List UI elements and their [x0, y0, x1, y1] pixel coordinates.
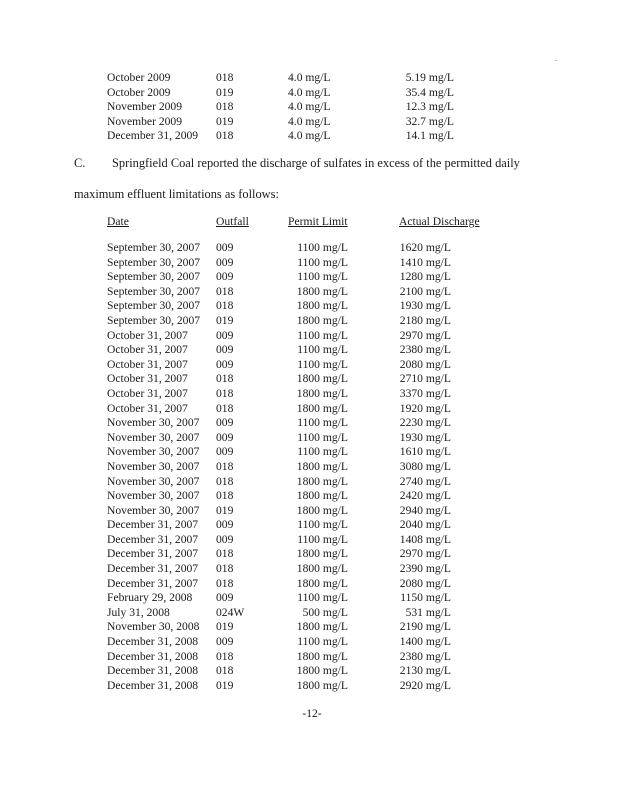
row-outfall: 018 [216, 547, 234, 561]
row-outfall: 018 [216, 576, 234, 590]
row-actual-discharge: 1280 mg/L [399, 270, 451, 284]
row-actual-discharge: 35.4 mg/L [405, 85, 454, 99]
row-date: November 30, 2007 [107, 459, 200, 473]
row-actual-discharge: 2420 mg/L [399, 489, 451, 503]
row-outfall: 009 [216, 328, 234, 342]
row-permit-limit: 1800 mg/L [296, 503, 348, 517]
row-date: November 30, 2007 [107, 416, 200, 430]
row-outfall: 009 [216, 635, 234, 649]
row-actual-discharge: 32.7 mg/L [405, 114, 454, 128]
row-outfall: 018 [216, 129, 234, 143]
row-outfall: 009 [216, 343, 234, 357]
row-permit-limit: 1800 mg/L [296, 284, 348, 298]
row-actual-discharge: 1620 mg/L [399, 241, 451, 254]
row-outfall: 009 [216, 591, 234, 605]
row-date: October 2009 [107, 85, 171, 99]
row-permit-limit: 1100 mg/L [297, 445, 348, 459]
row-outfall: 019 [216, 678, 234, 692]
row-date: October 2009 [107, 71, 171, 84]
row-date: September 30, 2007 [107, 255, 201, 269]
row-actual-discharge: 2970 mg/L [399, 547, 451, 561]
row-date: December 31, 2007 [107, 547, 199, 561]
row-permit-limit: 1100 mg/L [297, 532, 348, 546]
row-outfall: 018 [216, 562, 234, 576]
row-date: October 31, 2007 [107, 401, 188, 415]
row-outfall: 009 [216, 430, 234, 444]
row-permit-limit: 1800 mg/L [296, 562, 348, 576]
row-date: September 30, 2007 [107, 241, 201, 254]
row-outfall: 018 [216, 664, 234, 678]
row-actual-discharge: 2740 mg/L [399, 474, 451, 488]
row-outfall: 018 [216, 401, 234, 415]
row-date: October 31, 2007 [107, 343, 188, 357]
row-actual-discharge: 14.1 mg/L [405, 129, 454, 143]
row-permit-limit: 1100 mg/L [297, 635, 348, 649]
row-permit-limit: 4.0 mg/L [288, 85, 331, 99]
row-permit-limit: 1100 mg/L [297, 591, 348, 605]
row-outfall: 009 [216, 241, 234, 254]
row-permit-limit: 1800 mg/L [296, 459, 348, 473]
row-date: November 2009 [107, 114, 183, 128]
row-permit-limit: 4.0 mg/L [288, 129, 331, 143]
row-outfall: 018 [216, 284, 234, 298]
row-actual-discharge: 1930 mg/L [399, 430, 451, 444]
row-outfall: 019 [216, 503, 234, 517]
row-outfall: 009 [216, 532, 234, 546]
row-outfall: 009 [216, 255, 234, 269]
row-outfall: 018 [216, 71, 234, 84]
row-permit-limit: 1800 mg/L [296, 401, 348, 415]
row-permit-limit: 1100 mg/L [297, 241, 348, 254]
row-date: September 30, 2007 [107, 313, 201, 327]
row-permit-limit: 1800 mg/L [296, 313, 348, 327]
row-actual-discharge: 2390 mg/L [399, 562, 451, 576]
row-outfall: 024W [216, 605, 245, 619]
row-permit-limit: 1100 mg/L [297, 430, 348, 444]
row-actual-discharge: 12.3 mg/L [405, 100, 454, 114]
row-permit-limit: 1800 mg/L [296, 474, 348, 488]
row-date: December 31, 2008 [107, 664, 199, 678]
row-date: September 30, 2007 [107, 284, 201, 298]
row-date: November 30, 2008 [107, 620, 200, 634]
section-c-line2: maximum effluent limitations as follows: [74, 187, 279, 201]
row-permit-limit: 4.0 mg/L [288, 114, 331, 128]
row-actual-discharge: 2080 mg/L [399, 576, 451, 590]
row-permit-limit: 1800 mg/L [296, 547, 348, 561]
row-date: December 31, 2007 [107, 518, 199, 532]
row-permit-limit: 1800 mg/L [296, 649, 348, 663]
row-permit-limit: 1800 mg/L [296, 620, 348, 634]
row-actual-discharge: 1150 mg/L [400, 591, 451, 605]
row-actual-discharge: 2920 mg/L [399, 678, 451, 692]
row-outfall: 018 [216, 459, 234, 473]
row-outfall: 018 [216, 386, 234, 400]
row-actual-discharge: 2180 mg/L [399, 313, 451, 327]
row-date: December 31, 2008 [107, 649, 199, 663]
row-actual-discharge: 2940 mg/L [399, 503, 451, 517]
row-date: February 29, 2008 [107, 591, 193, 605]
row-date: December 31, 2007 [107, 562, 199, 576]
row-date: October 31, 2007 [107, 386, 188, 400]
row-actual-discharge: 1410 mg/L [399, 255, 451, 269]
row-date: December 31, 2008 [107, 678, 199, 692]
row-permit-limit: 1800 mg/L [296, 386, 348, 400]
row-actual-discharge: 2380 mg/L [399, 649, 451, 663]
row-actual-discharge: 2970 mg/L [399, 328, 451, 342]
row-date: November 30, 2007 [107, 474, 200, 488]
row-permit-limit: 1100 mg/L [297, 518, 348, 532]
row-permit-limit: 1100 mg/L [297, 270, 348, 284]
row-permit-limit: 1100 mg/L [297, 328, 348, 342]
row-actual-discharge: 3370 mg/L [399, 386, 451, 400]
row-outfall: 009 [216, 416, 234, 430]
row-actual-discharge: 2230 mg/L [399, 416, 451, 430]
row-outfall: 018 [216, 100, 234, 114]
row-permit-limit: 1800 mg/L [296, 489, 348, 503]
row-permit-limit: 1100 mg/L [297, 343, 348, 357]
row-permit-limit: 1100 mg/L [297, 255, 348, 269]
row-date: November 30, 2007 [107, 503, 200, 517]
row-actual-discharge: 2100 mg/L [399, 284, 451, 298]
header-outfall: Outfall [216, 215, 249, 228]
row-outfall: 019 [216, 85, 234, 99]
row-permit-limit: 1800 mg/L [296, 299, 348, 313]
row-outfall: 018 [216, 474, 234, 488]
row-outfall: 019 [216, 313, 234, 327]
row-actual-discharge: 3080 mg/L [399, 459, 451, 473]
row-date: October 31, 2007 [107, 372, 188, 386]
row-date: September 30, 2007 [107, 270, 201, 284]
row-actual-discharge: 1920 mg/L [399, 401, 451, 415]
row-date: November 2009 [107, 100, 183, 114]
row-permit-limit: 1800 mg/L [296, 664, 348, 678]
row-date: November 30, 2007 [107, 430, 200, 444]
row-actual-discharge: 2190 mg/L [399, 620, 451, 634]
row-actual-discharge: 1610 mg/L [399, 445, 451, 459]
row-permit-limit: 1100 mg/L [297, 416, 348, 430]
row-date: December 31, 2008 [107, 635, 199, 649]
row-permit-limit: 4.0 mg/L [288, 71, 331, 84]
row-outfall: 009 [216, 518, 234, 532]
row-date: December 31, 2007 [107, 532, 199, 546]
row-actual-discharge: 1930 mg/L [399, 299, 451, 313]
row-actual-discharge: 1408 mg/L [399, 532, 451, 546]
row-actual-discharge: 2380 mg/L [399, 343, 451, 357]
header-permit-limit: Permit Limit [288, 215, 348, 228]
row-date: September 30, 2007 [107, 299, 201, 313]
header-actual-discharge: Actual Discharge [399, 215, 480, 228]
row-date: October 31, 2007 [107, 357, 188, 371]
row-outfall: 009 [216, 445, 234, 459]
row-permit-limit: 1800 mg/L [296, 372, 348, 386]
row-outfall: 009 [216, 357, 234, 371]
section-c-text: Springfield Coal reported the discharge of sulfates in excess of the permitted daily [112, 156, 520, 170]
page-number: -12- [302, 707, 322, 720]
row-outfall: 009 [216, 270, 234, 284]
row-permit-limit: 1800 mg/L [296, 576, 348, 590]
row-date: July 31, 2008 [107, 605, 170, 619]
row-permit-limit: 4.0 mg/L [288, 100, 331, 114]
row-actual-discharge: 2040 mg/L [399, 518, 451, 532]
row-actual-discharge: 2130 mg/L [399, 664, 451, 678]
row-date: November 30, 2007 [107, 445, 200, 459]
row-outfall: 018 [216, 372, 234, 386]
row-outfall: 018 [216, 649, 234, 663]
row-actual-discharge: 2080 mg/L [399, 357, 451, 371]
row-outfall: 019 [216, 114, 234, 128]
section-letter: C. [74, 156, 86, 170]
row-actual-discharge: 1400 mg/L [399, 635, 451, 649]
row-date: December 31, 2009 [107, 129, 199, 143]
row-actual-discharge: 5.19 mg/L [405, 71, 454, 84]
row-outfall: 019 [216, 620, 234, 634]
row-outfall: 018 [216, 299, 234, 313]
row-permit-limit: 1800 mg/L [296, 678, 348, 692]
row-permit-limit: 1100 mg/L [297, 357, 348, 371]
row-actual-discharge: 2710 mg/L [399, 372, 451, 386]
row-date: November 30, 2007 [107, 489, 200, 503]
corner-mark: . [555, 54, 557, 63]
header-date: Date [107, 215, 129, 228]
row-actual-discharge: 531 mg/L [405, 605, 451, 619]
row-date: December 31, 2007 [107, 576, 199, 590]
row-outfall: 018 [216, 489, 234, 503]
row-date: October 31, 2007 [107, 328, 188, 342]
row-permit-limit: 500 mg/L [302, 605, 348, 619]
